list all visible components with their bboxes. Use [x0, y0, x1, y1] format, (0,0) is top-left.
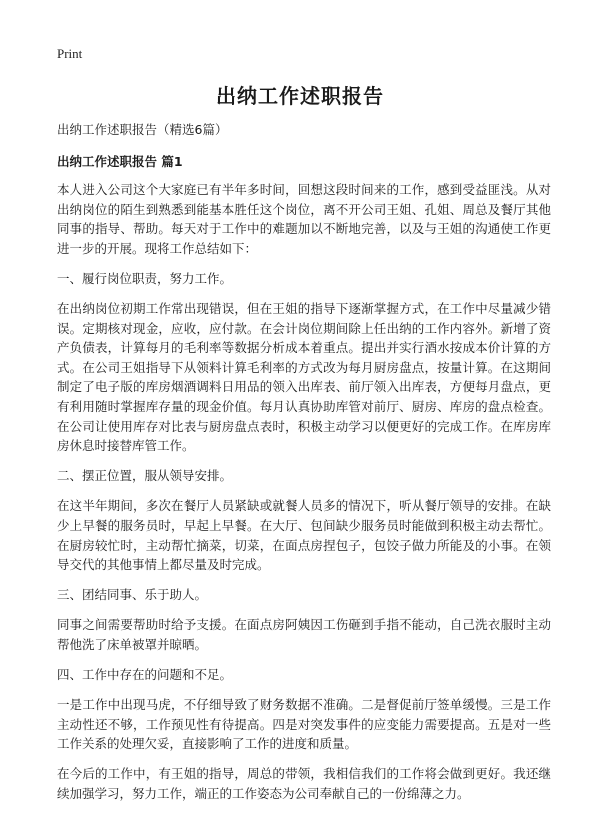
closing-paragraph: 在今后的工作中，有王姐的指导，周总的带领，我相信我们的工作将会做到更好。我还继续加强学习，努力工作，端正的工作姿态为公司奉献自己的一份绵薄之力。: [57, 766, 551, 801]
body-paragraph: 一是工作中出现马虎，不仔细导致了财务数据不准确。二是督促前厅签单缓慢。三是工作主动性还不够，工作预见性有待提高。四是对突发事件的应变能力需要提高。五是对一些工作关系的处理欠妥，直接影响了工作的进度和质量。: [57, 697, 551, 752]
document-body: [57, 180, 551, 814]
point-heading-1: 一、履行岗位职责，努力工作。: [57, 270, 233, 286]
point-heading-4: 四、工作中存在的问题和不足。: [57, 666, 233, 682]
print-label: Print: [57, 46, 83, 61]
body-paragraph: 在这半年期间，多次在餐厅人员紧缺或就餐人员多的情况下，听从餐厅领导的安排。在缺少上早餐的服务员时，早起上早餐。在大厅、包间缺少服务员时能做到积极主动去帮忙。在厨房较忙时，主动帮忙摘菜，切菜，在面点房捏包子，包饺子做力所能及的小事。在领导交代的其他事情上都尽量及时完成。: [57, 498, 551, 573]
body-paragraph: 在出纳岗位初期工作常出现错误，但在王姐的指导下逐渐掌握方式，在工作中尽量减少错误。定期核对现金，应收，应付款。在会计岗位期间除上任出纳的工作内容外。新增了资产负债表，计算每月的毛利率等数据分析成本着重点。提出并实行酒水按成本价计算的方式。在公司王姐指导下从领料计算毛利率的方式改为每月厨房盘点，按量计算。在这期间制定了电子版的库房烟酒调料日用品的领入出库表、前厅领入出库表，方便每月盘点，更有利用随时掌握库存量的现金价值。每月认真协助库管对前厅、厨房、库房的盘点检查。在公司让使用库存对比表与厨房盘点表时，积极主动学习以便更好的完成工作。在库房库房休息时接替库管工作。: [57, 300, 551, 454]
point-heading-3: 三、团结同事、乐于助人。: [57, 587, 208, 603]
document-subtitle: 出纳工作述职报告（精选6篇）: [57, 122, 228, 137]
point-heading-2: 二、摆正位置，服从领导安排。: [57, 468, 233, 484]
section-heading: 出纳工作述职报告 篇1: [57, 154, 183, 169]
intro-paragraph: 本人进入公司这个大家庭已有半年多时间，回想这段时间来的工作，感到受益匪浅。从对出纳岗位的陌生到熟悉到能基本胜任这个岗位，离不开公司王姐、孔姐、周总及餐厅其他同事的指导、帮助。每天对于工作中的难题加以不断地完善，以及与王姐的沟通使工作更进一步的开展。现将工作总结如下：: [57, 182, 551, 256]
page-title: 出纳工作述职报告: [216, 84, 384, 108]
body-paragraph: 同事之间需要帮助时给予支援。在面点房阿姨因工伤砸到手指不能动，自己洗衣服时主动帮他洗了床单被罩并晾晒。: [57, 617, 551, 652]
